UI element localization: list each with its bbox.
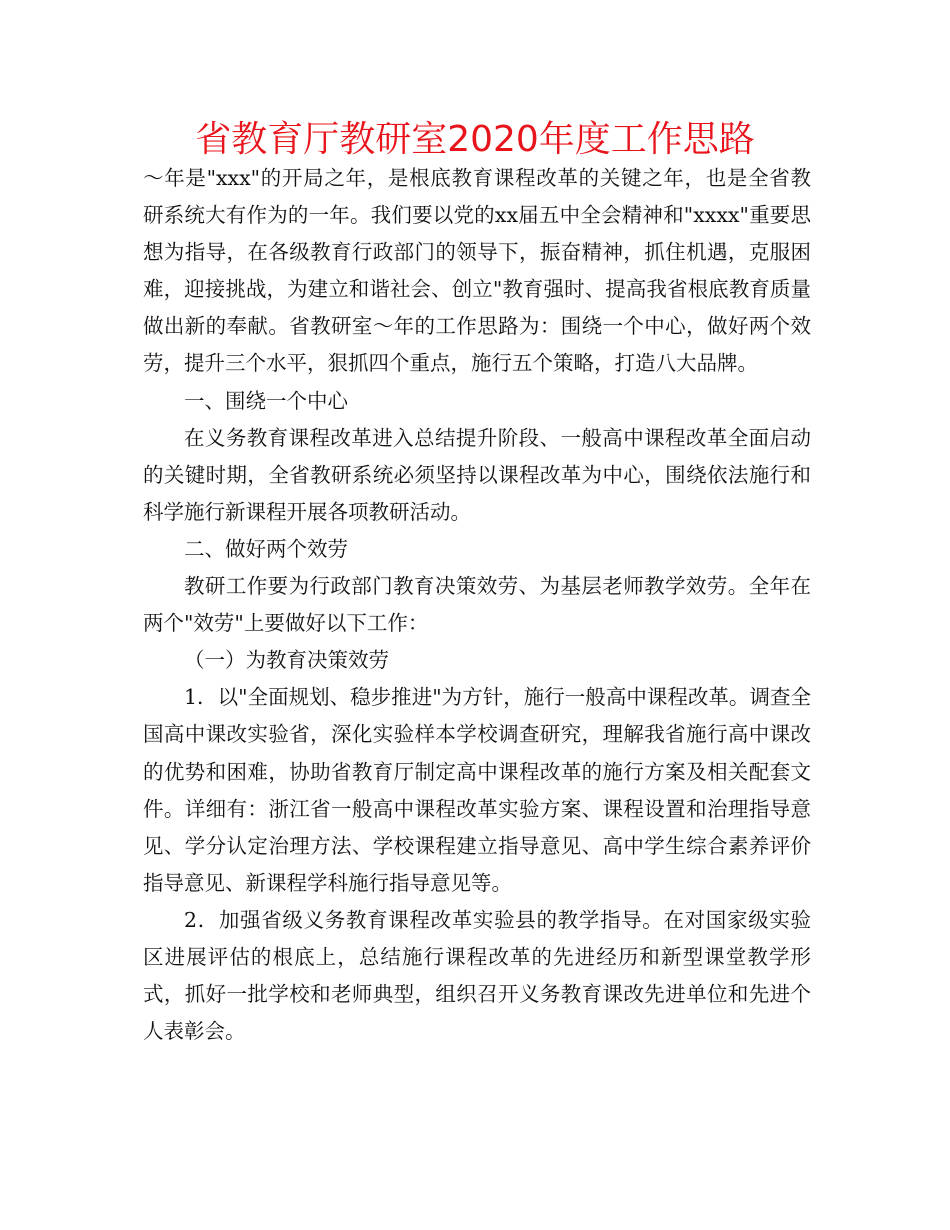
subsection1-heading: （一）为教育决策效劳 bbox=[184, 648, 389, 673]
section1-paragraph: 在义务教育课程改革进入总结提升阶段、一般高中课程改革全面启动的关键时期，全省教研系统必须坚持以课程改革为中心，围绕依法施行和科学施行新课程开展各项教研活动。 bbox=[143, 425, 811, 524]
document-title: 省教育厅教研室2020年度工作思路 bbox=[195, 119, 755, 160]
item2-paragraph: 2．加强省级义务教育课程改革实验县的教学指导。在对国家级实验区进展评估的根底上，总结施行课程改革的先进经历和新型课堂教学形式，抓好一批学校和老师典型，组织召开义务教育课改先进单位和先进个人表彰会。 bbox=[143, 907, 811, 1044]
section2-paragraph: 教研工作要为行政部门教育决策效劳、为基层老师教学效劳。全年在两个"效劳"上要做好以下工作： bbox=[143, 574, 811, 636]
section1-heading: 一、围绕一个中心 bbox=[184, 388, 348, 413]
item1-paragraph: 1．以"全面规划、稳步推进"为方针，施行一般高中课程改革。调查全国高中课改实验省，深化实验样本学校调查研究，理解我省施行高中课改的优势和困难，协助省教育厅制定高中课程改革的施行方案及相关配套文件。详细有：浙江省一般高中课程改革实验方案、课程设置和治理指导意见、学分认定治理方法、学校课程建立指导意见、高中学生综合素养评价指导意见、新课程学科施行指导意见等。 bbox=[143, 685, 811, 895]
section2-heading: 二、做好两个效劳 bbox=[184, 536, 348, 561]
intro-paragraph: ～年是"xxx"的开局之年，是根底教育课程改革的关键之年，也是全省教研系统大有作为的一年。我们要以党的xx届五中全会精神和"xxxx"重要思想为指导，在各级教育行政部门的领导下，振奋精神，抓住机遇，克服困难，迎接挑战，为建立和谐社会、创立"教育强时、提高我省根底教育质量做出新的奉献。省教研室～年的工作思路为：围绕一个中心，做好两个效劳，提升三个水平，狠抓四个重点，施行五个策略，打造八大品牌。 bbox=[143, 166, 811, 376]
document-body bbox=[143, 160, 811, 1050]
